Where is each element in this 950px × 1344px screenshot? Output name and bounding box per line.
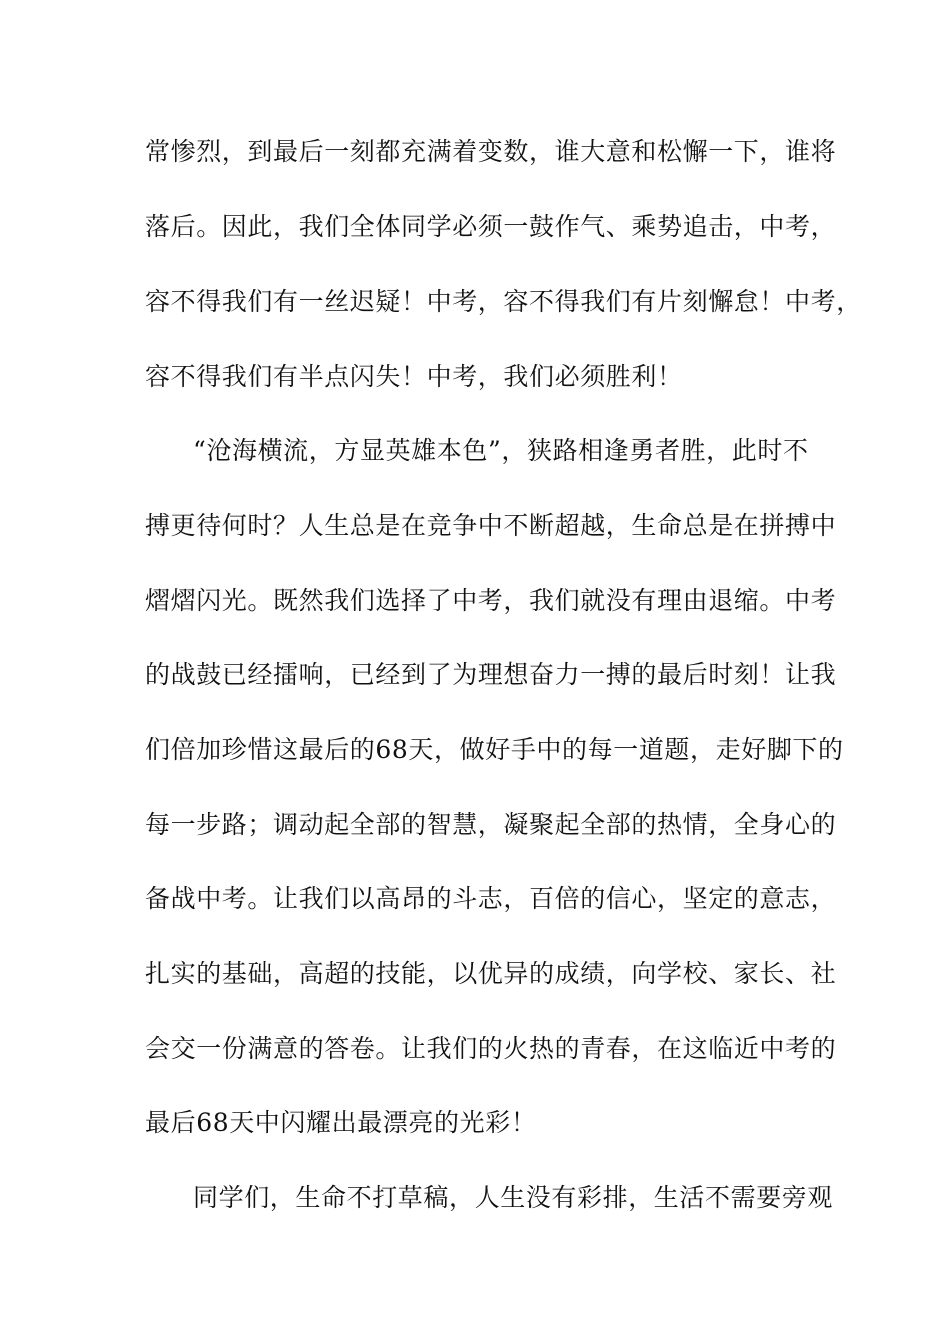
- text-line: 熠熠闪光。既然我们选择了中考，我们就没有理由退缩。中考: [145, 586, 837, 615]
- text-line: 搏更待何时？人生总是在竞争中不断超越，生命总是在拼搏中: [145, 511, 837, 540]
- text-line: 备战中考。让我们以高昂的斗志，百倍的信心，坚定的意志，: [145, 884, 837, 913]
- text-line: 最后68天中闪耀出最漂亮的光彩！: [145, 1108, 537, 1137]
- paragraph-first-line: “沧海横流，方显英雄本色”，狭路相逢勇者胜，此时不: [193, 436, 809, 465]
- text-line: 的战鼓已经擂响，已经到了为理想奋力一搏的最后时刻！让我: [145, 660, 837, 689]
- paragraph-first-line: 同学们，生命不打草稿，人生没有彩排，生活不需要旁观: [193, 1183, 834, 1212]
- text-line: 容不得我们有一丝迟疑！中考，容不得我们有片刻懈怠！中考，: [145, 287, 862, 316]
- text-line: 每一步路；调动起全部的智慧，凝聚起全部的热情，全身心的: [145, 810, 837, 839]
- text-line: 们倍加珍惜这最后的68天，做好手中的每一道题，走好脚下的: [145, 735, 844, 764]
- text-line: 扎实的基础，高超的技能，以优异的成绩，向学校、家长、社: [145, 959, 837, 988]
- text-line: 常惨烈，到最后一刻都充满着变数，谁大意和松懈一下，谁将: [145, 137, 837, 166]
- text-line: 落后。因此，我们全体同学必须一鼓作气、乘势追击，中考，: [145, 212, 837, 241]
- text-line: 容不得我们有半点闪失！中考，我们必须胜利！: [145, 362, 683, 391]
- text-line: 会交一份满意的答卷。让我们的火热的青春，在这临近中考的: [145, 1034, 837, 1063]
